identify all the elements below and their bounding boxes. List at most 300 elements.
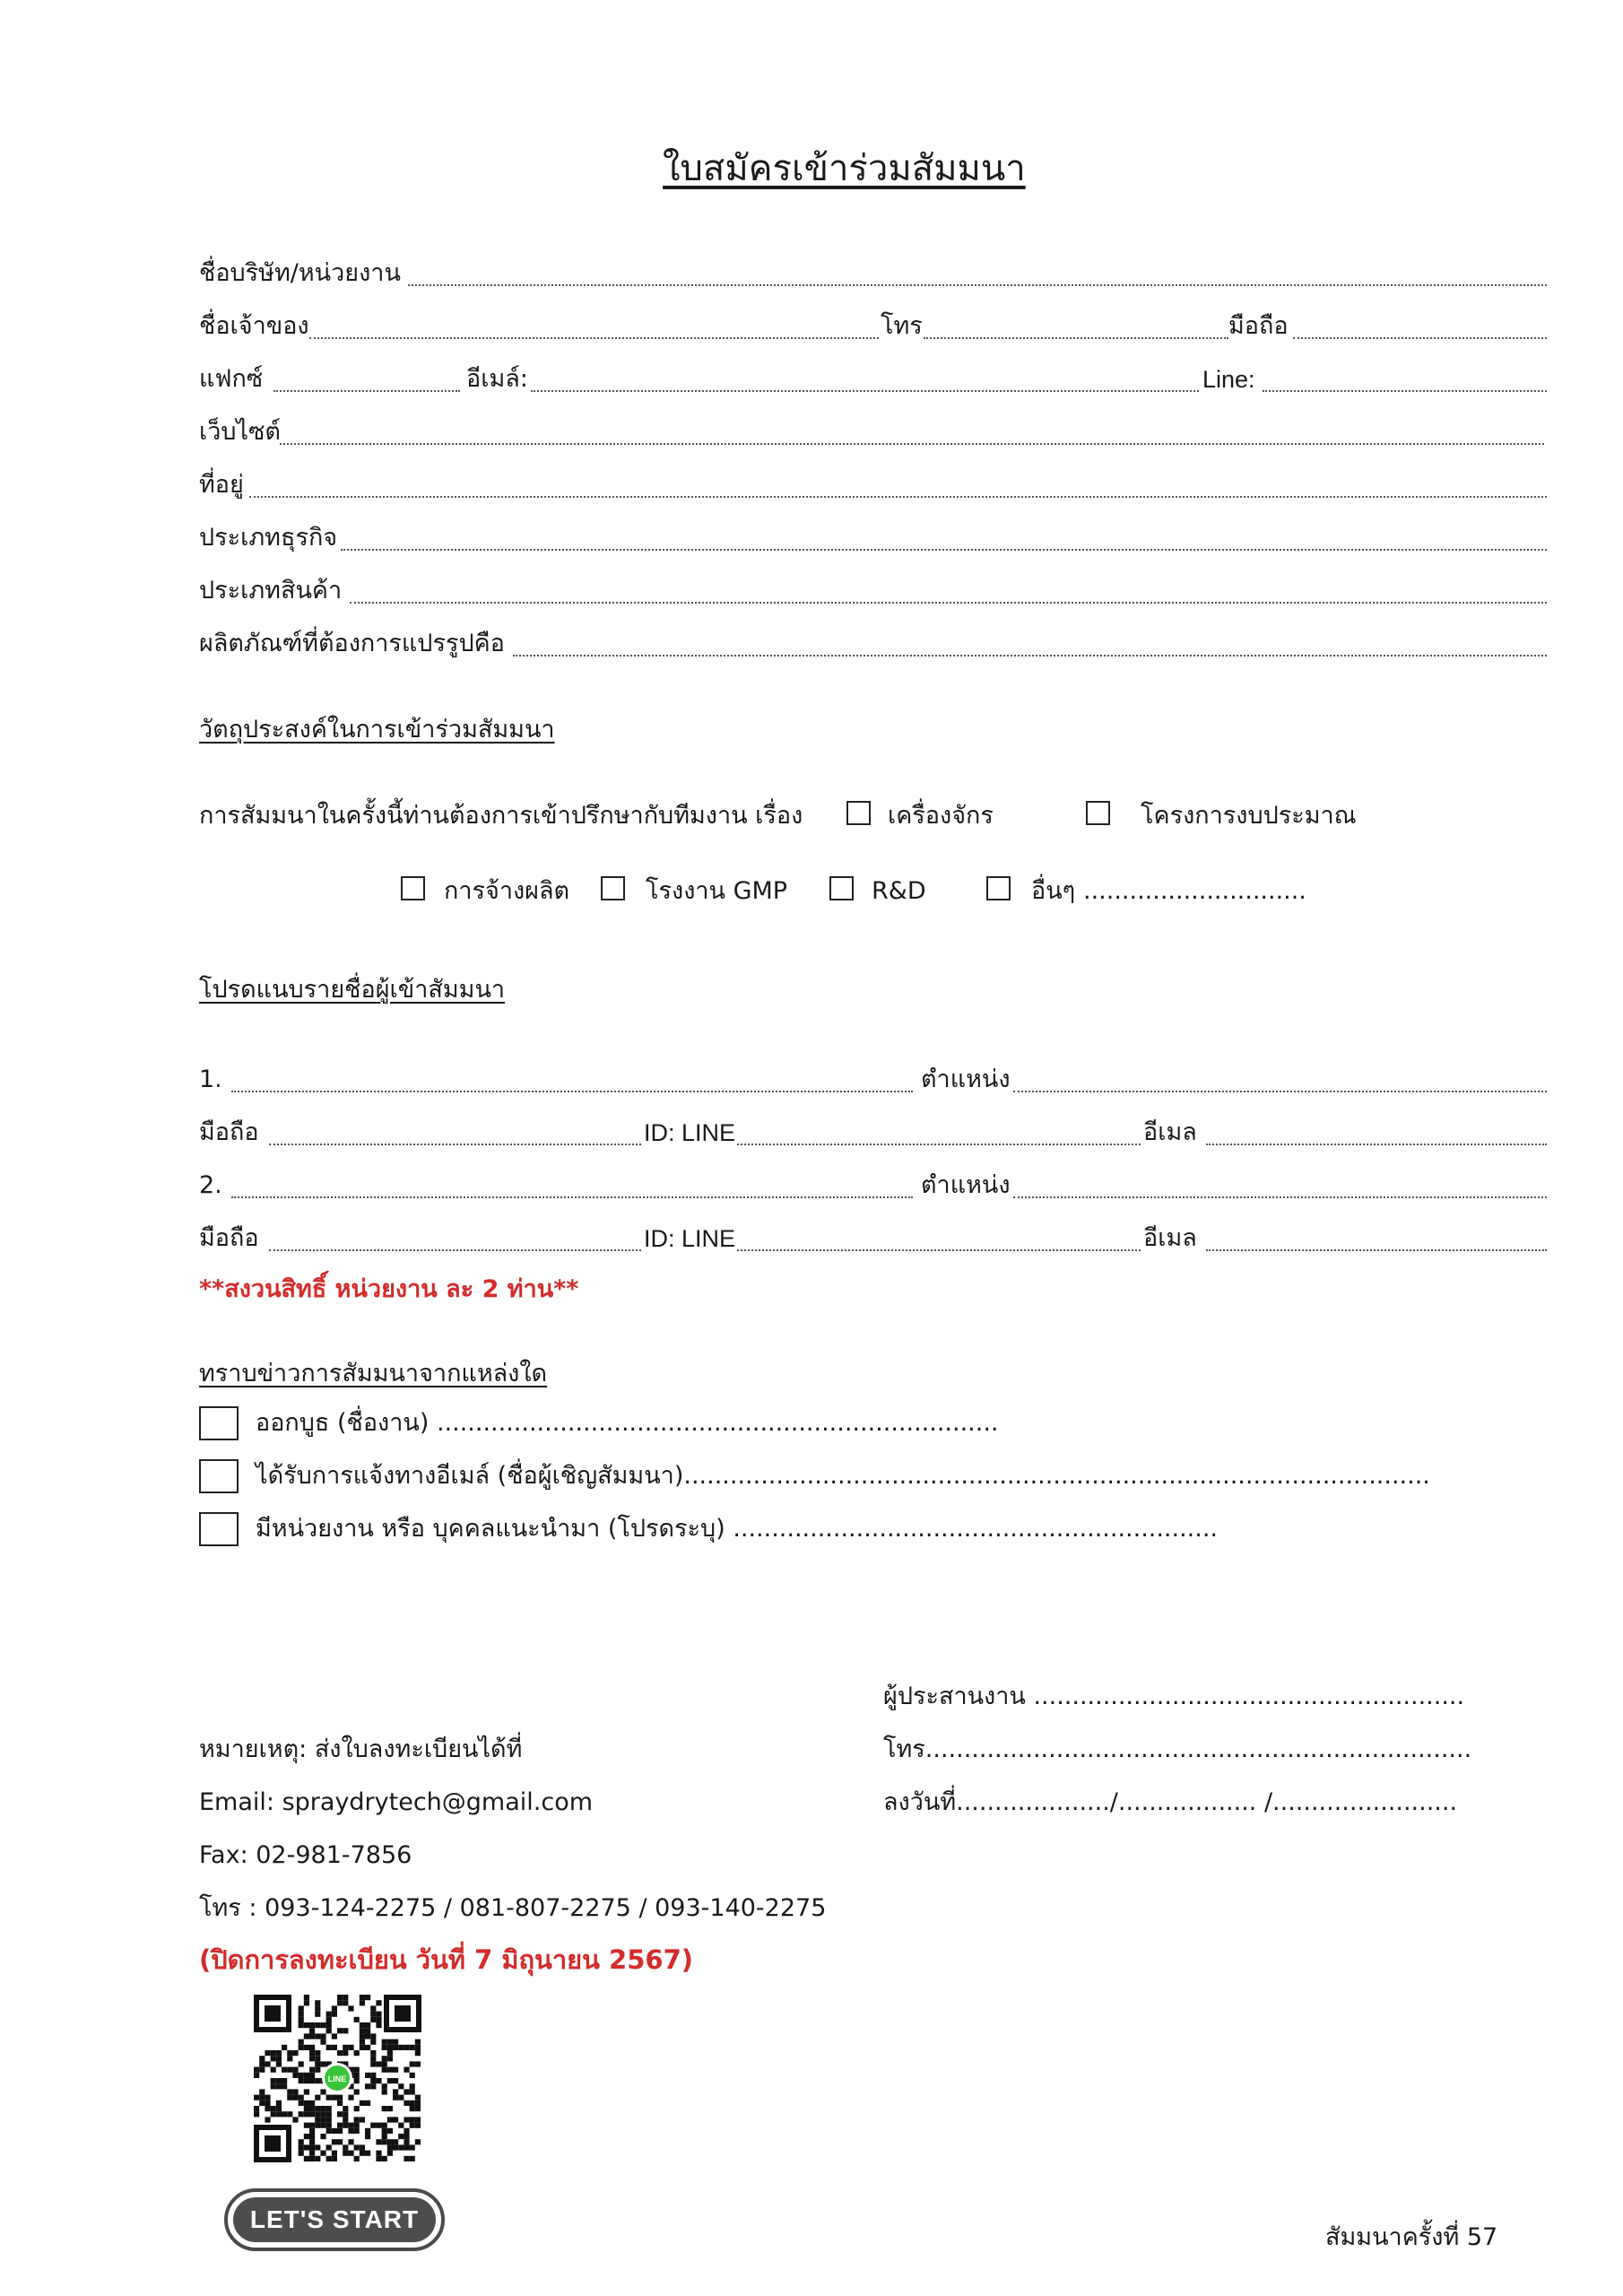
qr-module xyxy=(382,2134,387,2139)
qr-module xyxy=(376,2151,381,2156)
qr-module xyxy=(276,2083,282,2089)
qr-module xyxy=(393,2139,398,2144)
qr-module xyxy=(365,2100,370,2106)
qr-module xyxy=(315,2033,320,2039)
qr-module xyxy=(382,2083,387,2089)
qr-module xyxy=(343,2151,348,2156)
qr-module xyxy=(410,2089,415,2094)
qr-module xyxy=(343,2123,348,2128)
qr-module xyxy=(309,2100,315,2106)
qr-module xyxy=(276,2061,282,2066)
attendee-1-line-field[interactable] xyxy=(737,1144,1141,1145)
qr-module xyxy=(265,2117,270,2122)
website-field[interactable] xyxy=(280,443,1544,445)
quota-note: **สงวนสิทธิ์ หน่วยงาน ละ 2 ท่าน** xyxy=(199,1275,579,1303)
qr-module xyxy=(376,2078,381,2083)
qr-module xyxy=(276,2106,282,2111)
qr-module xyxy=(360,2117,365,2122)
product-type-label: ประเภทสินค้า xyxy=(199,577,343,604)
qr-module xyxy=(299,2151,304,2156)
qr-module xyxy=(337,2000,343,2005)
qr-module xyxy=(299,2005,304,2011)
qr-module xyxy=(254,2067,259,2073)
lets-start-badge xyxy=(224,2188,445,2251)
objective-question: การสัมมนาในครั้งนี้ท่านต้องการเข้าปรึกษากับทีมงาน เรื่อง xyxy=(199,802,803,830)
qr-module xyxy=(387,2045,393,2050)
qr-module xyxy=(365,2128,370,2134)
qr-module xyxy=(332,2095,337,2100)
qr-module xyxy=(259,2089,265,2094)
attendee-1-email-label: อีเมล xyxy=(1143,1118,1197,1146)
qr-module xyxy=(326,2156,332,2161)
phone-label: โทร xyxy=(881,312,923,340)
qr-module xyxy=(376,2012,381,2017)
qr-module xyxy=(259,2100,265,2106)
option-contract-manufacturing-label: การจ้างผลิต xyxy=(444,877,570,905)
qr-module xyxy=(387,2078,393,2083)
qr-module xyxy=(276,2050,282,2056)
qr-module xyxy=(415,2045,421,2050)
qr-module xyxy=(304,2000,309,2005)
product-to-process-label: ผลิตภัณฑ์ที่ต้องการแปรรูปคือ xyxy=(199,630,505,657)
qr-module xyxy=(271,2111,276,2117)
qr-module xyxy=(271,2050,276,2056)
qr-module xyxy=(365,2134,370,2139)
attendee-2-email-label: อีเมล xyxy=(1143,1224,1197,1252)
attendee-1-line-label: ID: LINE xyxy=(644,1119,736,1146)
qr-module xyxy=(315,2095,320,2100)
qr-module xyxy=(348,2095,353,2100)
qr-module xyxy=(309,2067,315,2073)
attendee-2-position-field[interactable] xyxy=(1013,1196,1547,1198)
qr-module xyxy=(332,2139,337,2144)
contact-phone: โทร : 093-124-2275 / 081-807-2275 / 093-140-2275 xyxy=(199,1894,827,1922)
qr-module xyxy=(382,2128,387,2134)
qr-module xyxy=(299,2017,304,2022)
qr-module xyxy=(315,2078,320,2083)
qr-module xyxy=(393,2067,398,2073)
qr-module xyxy=(259,2095,265,2100)
qr-module xyxy=(415,2095,421,2100)
qr-module xyxy=(271,2067,276,2073)
qr-module xyxy=(304,2100,309,2106)
qr-module xyxy=(315,2005,320,2011)
qr-module xyxy=(410,2106,415,2111)
qr-module xyxy=(320,2106,325,2111)
qr-module xyxy=(265,2095,270,2100)
qr-module xyxy=(299,2100,304,2106)
checkbox-gmp-factory[interactable] xyxy=(601,876,625,900)
attendee-1-position-field[interactable] xyxy=(1013,1091,1547,1092)
qr-module xyxy=(370,2033,376,2039)
checkbox-budget-project[interactable] xyxy=(1086,801,1110,825)
qr-module xyxy=(360,2000,365,2005)
qr-module xyxy=(337,1995,343,2000)
qr-module xyxy=(304,2134,309,2139)
qr-module xyxy=(265,2061,270,2066)
qr-module xyxy=(265,2050,270,2056)
qr-module xyxy=(415,2106,421,2111)
option-rnd-label: R&D xyxy=(872,877,926,905)
qr-module xyxy=(299,2144,304,2150)
qr-module xyxy=(287,2067,292,2073)
contact-email: Email: spraydrytech@gmail.com xyxy=(199,1788,594,1816)
qr-module xyxy=(393,2078,398,2083)
attendee-1-number: 1. xyxy=(199,1065,222,1093)
qr-module xyxy=(398,2144,404,2150)
checkbox-contract-manufacturing[interactable] xyxy=(401,876,425,900)
qr-module xyxy=(299,2078,304,2083)
email-label: อีเมล์: xyxy=(466,365,528,393)
qr-module xyxy=(410,2073,415,2078)
qr-module xyxy=(304,2078,309,2083)
qr-module xyxy=(360,2039,365,2045)
qr-module xyxy=(410,2100,415,2106)
qr-module xyxy=(404,2128,409,2134)
qr-module xyxy=(315,2022,320,2028)
checkbox-referral[interactable] xyxy=(199,1512,239,1546)
qr-module xyxy=(326,2028,332,2033)
qr-module xyxy=(410,2117,415,2122)
qr-module xyxy=(370,2083,376,2089)
qr-module xyxy=(315,2061,320,2066)
qr-module xyxy=(393,2045,398,2050)
qr-module xyxy=(370,2073,376,2078)
business-type-label: ประเภทธุรกิจ xyxy=(199,524,338,552)
qr-module xyxy=(348,2128,353,2134)
source-email-label: ได้รับการแจ้งทางอีเมล์ (ชื่อผู้เชิญสัมมนา)................................................................................................. xyxy=(256,1462,1430,1490)
qr-module xyxy=(337,2139,343,2144)
qr-module xyxy=(354,2089,360,2094)
qr-module xyxy=(370,2123,376,2128)
qr-module xyxy=(320,2151,325,2156)
qr-module xyxy=(343,2050,348,2056)
qr-module xyxy=(382,2089,387,2094)
qr-module xyxy=(299,2039,304,2045)
qr-module xyxy=(315,2156,320,2161)
qr-module xyxy=(404,2100,409,2106)
qr-module xyxy=(370,2039,376,2045)
qr-module xyxy=(320,2111,325,2117)
qr-module xyxy=(292,2117,298,2122)
qr-module xyxy=(337,2100,343,2106)
qr-module xyxy=(404,2045,409,2050)
qr-module xyxy=(326,2144,332,2150)
attendee-1-email-field[interactable] xyxy=(1206,1144,1547,1145)
qr-module xyxy=(415,2117,421,2122)
source-booth-label: ออกบูธ (ชื่องาน) ......................................................................... xyxy=(256,1409,999,1437)
qr-module xyxy=(254,2095,259,2100)
qr-module xyxy=(309,2151,315,2156)
qr-module xyxy=(387,2139,393,2144)
qr-module xyxy=(282,2083,287,2089)
source-referral-label: มีหน่วยงาน หรือ บุคคลแนะนำมา (โปรดระบุ) ............................................................... xyxy=(256,1515,1219,1543)
qr-module xyxy=(354,2017,360,2022)
qr-module xyxy=(282,2045,287,2050)
qr-module xyxy=(259,2067,265,2073)
qr-module xyxy=(387,2039,393,2045)
qr-module xyxy=(304,2144,309,2150)
qr-module xyxy=(365,2033,370,2039)
qr-module xyxy=(332,2151,337,2156)
business-type-field[interactable] xyxy=(341,549,1547,551)
qr-module xyxy=(265,2100,270,2106)
qr-module xyxy=(292,2095,298,2100)
qr-module xyxy=(393,2039,398,2045)
qr-module xyxy=(365,2151,370,2156)
qr-module xyxy=(309,2156,315,2161)
attendee-2-email-field[interactable] xyxy=(1206,1249,1547,1251)
fax-label: แฟกซ์ xyxy=(199,365,264,393)
qr-module xyxy=(287,2095,292,2100)
owner-name-field[interactable] xyxy=(309,337,879,339)
qr-module xyxy=(299,2073,304,2078)
qr-module xyxy=(320,2039,325,2045)
option-other-field[interactable]: ............................. xyxy=(1083,877,1306,905)
qr-module xyxy=(348,2151,353,2156)
company-name-label: ชื่อบริษัท/หน่วยงาน xyxy=(199,259,401,287)
attendee-2-name-field[interactable] xyxy=(231,1196,913,1198)
qr-module xyxy=(304,2156,309,2161)
svg-text:LINE: LINE xyxy=(327,2074,347,2083)
qr-module xyxy=(343,1995,348,2000)
registration-deadline: (ปิดการลงทะเบียน วันที่ 7 มิถุนายน 2567) xyxy=(199,1944,694,1975)
qr-module xyxy=(326,2045,332,2050)
qr-module xyxy=(326,2012,332,2017)
product-to-process-field[interactable] xyxy=(513,655,1547,657)
qr-module xyxy=(304,2033,309,2039)
product-type-field[interactable] xyxy=(350,602,1547,604)
qr-module xyxy=(304,2106,309,2111)
qr-module xyxy=(320,2117,325,2122)
form-title: ใบสมัครเข้าร่วมสัมมนา xyxy=(663,148,1026,189)
qr-module xyxy=(376,2017,381,2022)
qr-module xyxy=(404,2117,409,2122)
qr-module xyxy=(365,2045,370,2050)
qr-module xyxy=(304,2123,309,2128)
lets-start-text: LET'S START xyxy=(233,2197,436,2242)
qr-module xyxy=(415,2100,421,2106)
qr-module xyxy=(282,2067,287,2073)
qr-module xyxy=(382,2056,387,2061)
qr-module xyxy=(360,2028,365,2033)
qr-module xyxy=(299,2139,304,2144)
qr-module xyxy=(304,2073,309,2078)
qr-module xyxy=(271,2078,276,2083)
qr-module xyxy=(370,2012,376,2017)
qr-module xyxy=(259,2061,265,2066)
qr-module xyxy=(304,2022,309,2028)
qr-module xyxy=(309,2050,315,2056)
attendee-1-position-label: ตำแหน่ง xyxy=(921,1065,1011,1093)
qr-module xyxy=(309,2078,315,2083)
qr-module xyxy=(304,2089,309,2094)
qr-module xyxy=(387,2106,393,2111)
attendee-2-mobile-field[interactable] xyxy=(269,1249,641,1251)
qr-module xyxy=(309,2128,315,2134)
qr-module xyxy=(376,2123,381,2128)
qr-module xyxy=(332,2005,337,2011)
attendee-2-position-label: ตำแหน่ง xyxy=(921,1171,1011,1199)
objective-heading: วัตถุประสงค์ในการเข้าร่วมสัมมนา xyxy=(199,716,555,744)
qr-module xyxy=(415,2123,421,2128)
qr-module xyxy=(404,2134,409,2139)
qr-module xyxy=(315,2012,320,2017)
qr-module xyxy=(382,2156,387,2161)
attendee-2-line-field[interactable] xyxy=(737,1249,1141,1251)
qr-module xyxy=(404,2139,409,2144)
qr-module xyxy=(410,2083,415,2089)
qr-module xyxy=(376,2022,381,2028)
qr-module xyxy=(287,2089,292,2094)
qr-module xyxy=(309,2045,315,2050)
qr-module xyxy=(387,2144,393,2150)
qr-module xyxy=(354,2128,360,2134)
qr-module xyxy=(315,2144,320,2150)
qr-module xyxy=(398,2045,404,2050)
qr-module xyxy=(415,2039,421,2045)
attendee-2-number: 2. xyxy=(199,1171,222,1199)
qr-module xyxy=(271,2083,276,2089)
attendee-1-name-field[interactable] xyxy=(231,1091,913,1092)
qr-module xyxy=(370,2005,376,2011)
qr-module xyxy=(382,2045,387,2050)
attendees-heading: โปรดแนบรายชื่อผู้เข้าสัมมนา xyxy=(199,976,506,1004)
qr-module xyxy=(287,2111,292,2117)
mobile-field[interactable] xyxy=(1293,337,1547,339)
qr-module xyxy=(315,2106,320,2111)
qr-module xyxy=(382,2106,387,2111)
qr-module xyxy=(299,2095,304,2100)
qr-module xyxy=(287,2050,292,2056)
attendee-1-mobile-label: มือถือ xyxy=(199,1118,259,1146)
qr-module xyxy=(360,2022,365,2028)
attendee-1-mobile-field[interactable] xyxy=(269,1144,641,1145)
qr-module xyxy=(382,2123,387,2128)
qr-module xyxy=(332,2012,337,2017)
checkbox-rnd[interactable] xyxy=(829,876,854,900)
qr-module xyxy=(343,2111,348,2117)
qr-module xyxy=(410,2061,415,2066)
coordinator-phone-line: โทร....................................................................... xyxy=(883,1735,1472,1763)
source-heading: ทราบข่าวการสัมมนาจากแหล่งใด xyxy=(199,1360,548,1387)
qr-module xyxy=(292,2050,298,2056)
qr-module xyxy=(382,2039,387,2045)
qr-module xyxy=(276,2056,282,2061)
email-field[interactable] xyxy=(531,390,1199,392)
qr-module xyxy=(320,2033,325,2039)
qr-module xyxy=(326,2111,332,2117)
qr-module xyxy=(332,2156,337,2161)
phone-field[interactable] xyxy=(924,337,1228,339)
address-field[interactable] xyxy=(249,496,1547,498)
qr-module xyxy=(309,2134,315,2139)
qr-module xyxy=(343,2028,348,2033)
qr-module xyxy=(304,1995,309,2000)
qr-module xyxy=(404,2067,409,2073)
qr-module xyxy=(254,2073,259,2078)
checkbox-machinery[interactable] xyxy=(846,801,871,825)
qr-module xyxy=(376,2000,381,2005)
qr-module xyxy=(360,2033,365,2039)
qr-module xyxy=(387,2050,393,2056)
qr-module xyxy=(387,2117,393,2122)
owner-name-label: ชื่อเจ้าของ xyxy=(199,312,309,340)
qr-module xyxy=(365,1995,370,2000)
option-gmp-factory-label: โรงงาน GMP xyxy=(646,877,788,905)
qr-module xyxy=(304,2045,309,2050)
address-label: ที่อยู่ xyxy=(199,471,244,499)
attendee-2-mobile-label: มือถือ xyxy=(199,1224,259,1252)
qr-module xyxy=(320,2123,325,2128)
option-machinery-label: เครื่องจักร xyxy=(888,802,994,830)
qr-module xyxy=(348,2005,353,2011)
qr-module xyxy=(360,1995,365,2000)
qr-module xyxy=(276,2100,282,2106)
qr-module xyxy=(376,2061,381,2066)
qr-module xyxy=(360,2151,365,2156)
qr-module xyxy=(387,2128,393,2134)
checkbox-booth[interactable] xyxy=(199,1406,239,1440)
contact-fax: Fax: 02-981-7856 xyxy=(199,1841,412,1869)
qr-module xyxy=(354,2106,360,2111)
line-field[interactable] xyxy=(1263,390,1547,392)
qr-module xyxy=(370,2061,376,2066)
qr-module xyxy=(309,2106,315,2111)
qr-module xyxy=(415,2061,421,2066)
checkbox-email-invite[interactable] xyxy=(199,1459,239,1493)
qr-module xyxy=(309,2033,315,2039)
qr-module xyxy=(360,2045,365,2050)
fax-field[interactable] xyxy=(273,390,460,392)
qr-module xyxy=(404,2156,409,2161)
qr-module xyxy=(287,2056,292,2061)
qr-module xyxy=(415,2050,421,2056)
qr-module xyxy=(326,2128,332,2134)
website-label: เว็บไซต์ xyxy=(199,418,281,446)
qr-module xyxy=(271,2106,276,2111)
qr-module xyxy=(326,2022,332,2028)
qr-module xyxy=(343,2144,348,2150)
qr-module xyxy=(292,2067,298,2073)
mobile-label: มือถือ xyxy=(1228,312,1289,340)
qr-module xyxy=(410,2144,415,2150)
qr-module xyxy=(276,2111,282,2117)
checkbox-other[interactable] xyxy=(986,876,1011,900)
qr-module xyxy=(320,2134,325,2139)
qr-module xyxy=(382,2139,387,2144)
qr-module xyxy=(360,2100,365,2106)
note-label: หมายเหตุ: ส่งใบลงทะเบียนได้ที่ xyxy=(199,1735,523,1763)
qr-module xyxy=(315,2056,320,2061)
qr-module xyxy=(393,2144,398,2150)
qr-module xyxy=(382,2061,387,2066)
qr-module xyxy=(410,2123,415,2128)
qr-module xyxy=(332,2128,337,2134)
qr-module xyxy=(299,2022,304,2028)
line-qr-code xyxy=(254,1995,421,2162)
qr-module xyxy=(370,2017,376,2022)
qr-module xyxy=(282,2111,287,2117)
qr-module xyxy=(354,2078,360,2083)
qr-module xyxy=(337,2111,343,2117)
qr-module xyxy=(309,2056,315,2061)
qr-module xyxy=(393,2095,398,2100)
company-name-field[interactable] xyxy=(408,284,1547,286)
qr-module xyxy=(365,2073,370,2078)
qr-module xyxy=(254,2106,259,2111)
qr-module xyxy=(343,2000,348,2005)
